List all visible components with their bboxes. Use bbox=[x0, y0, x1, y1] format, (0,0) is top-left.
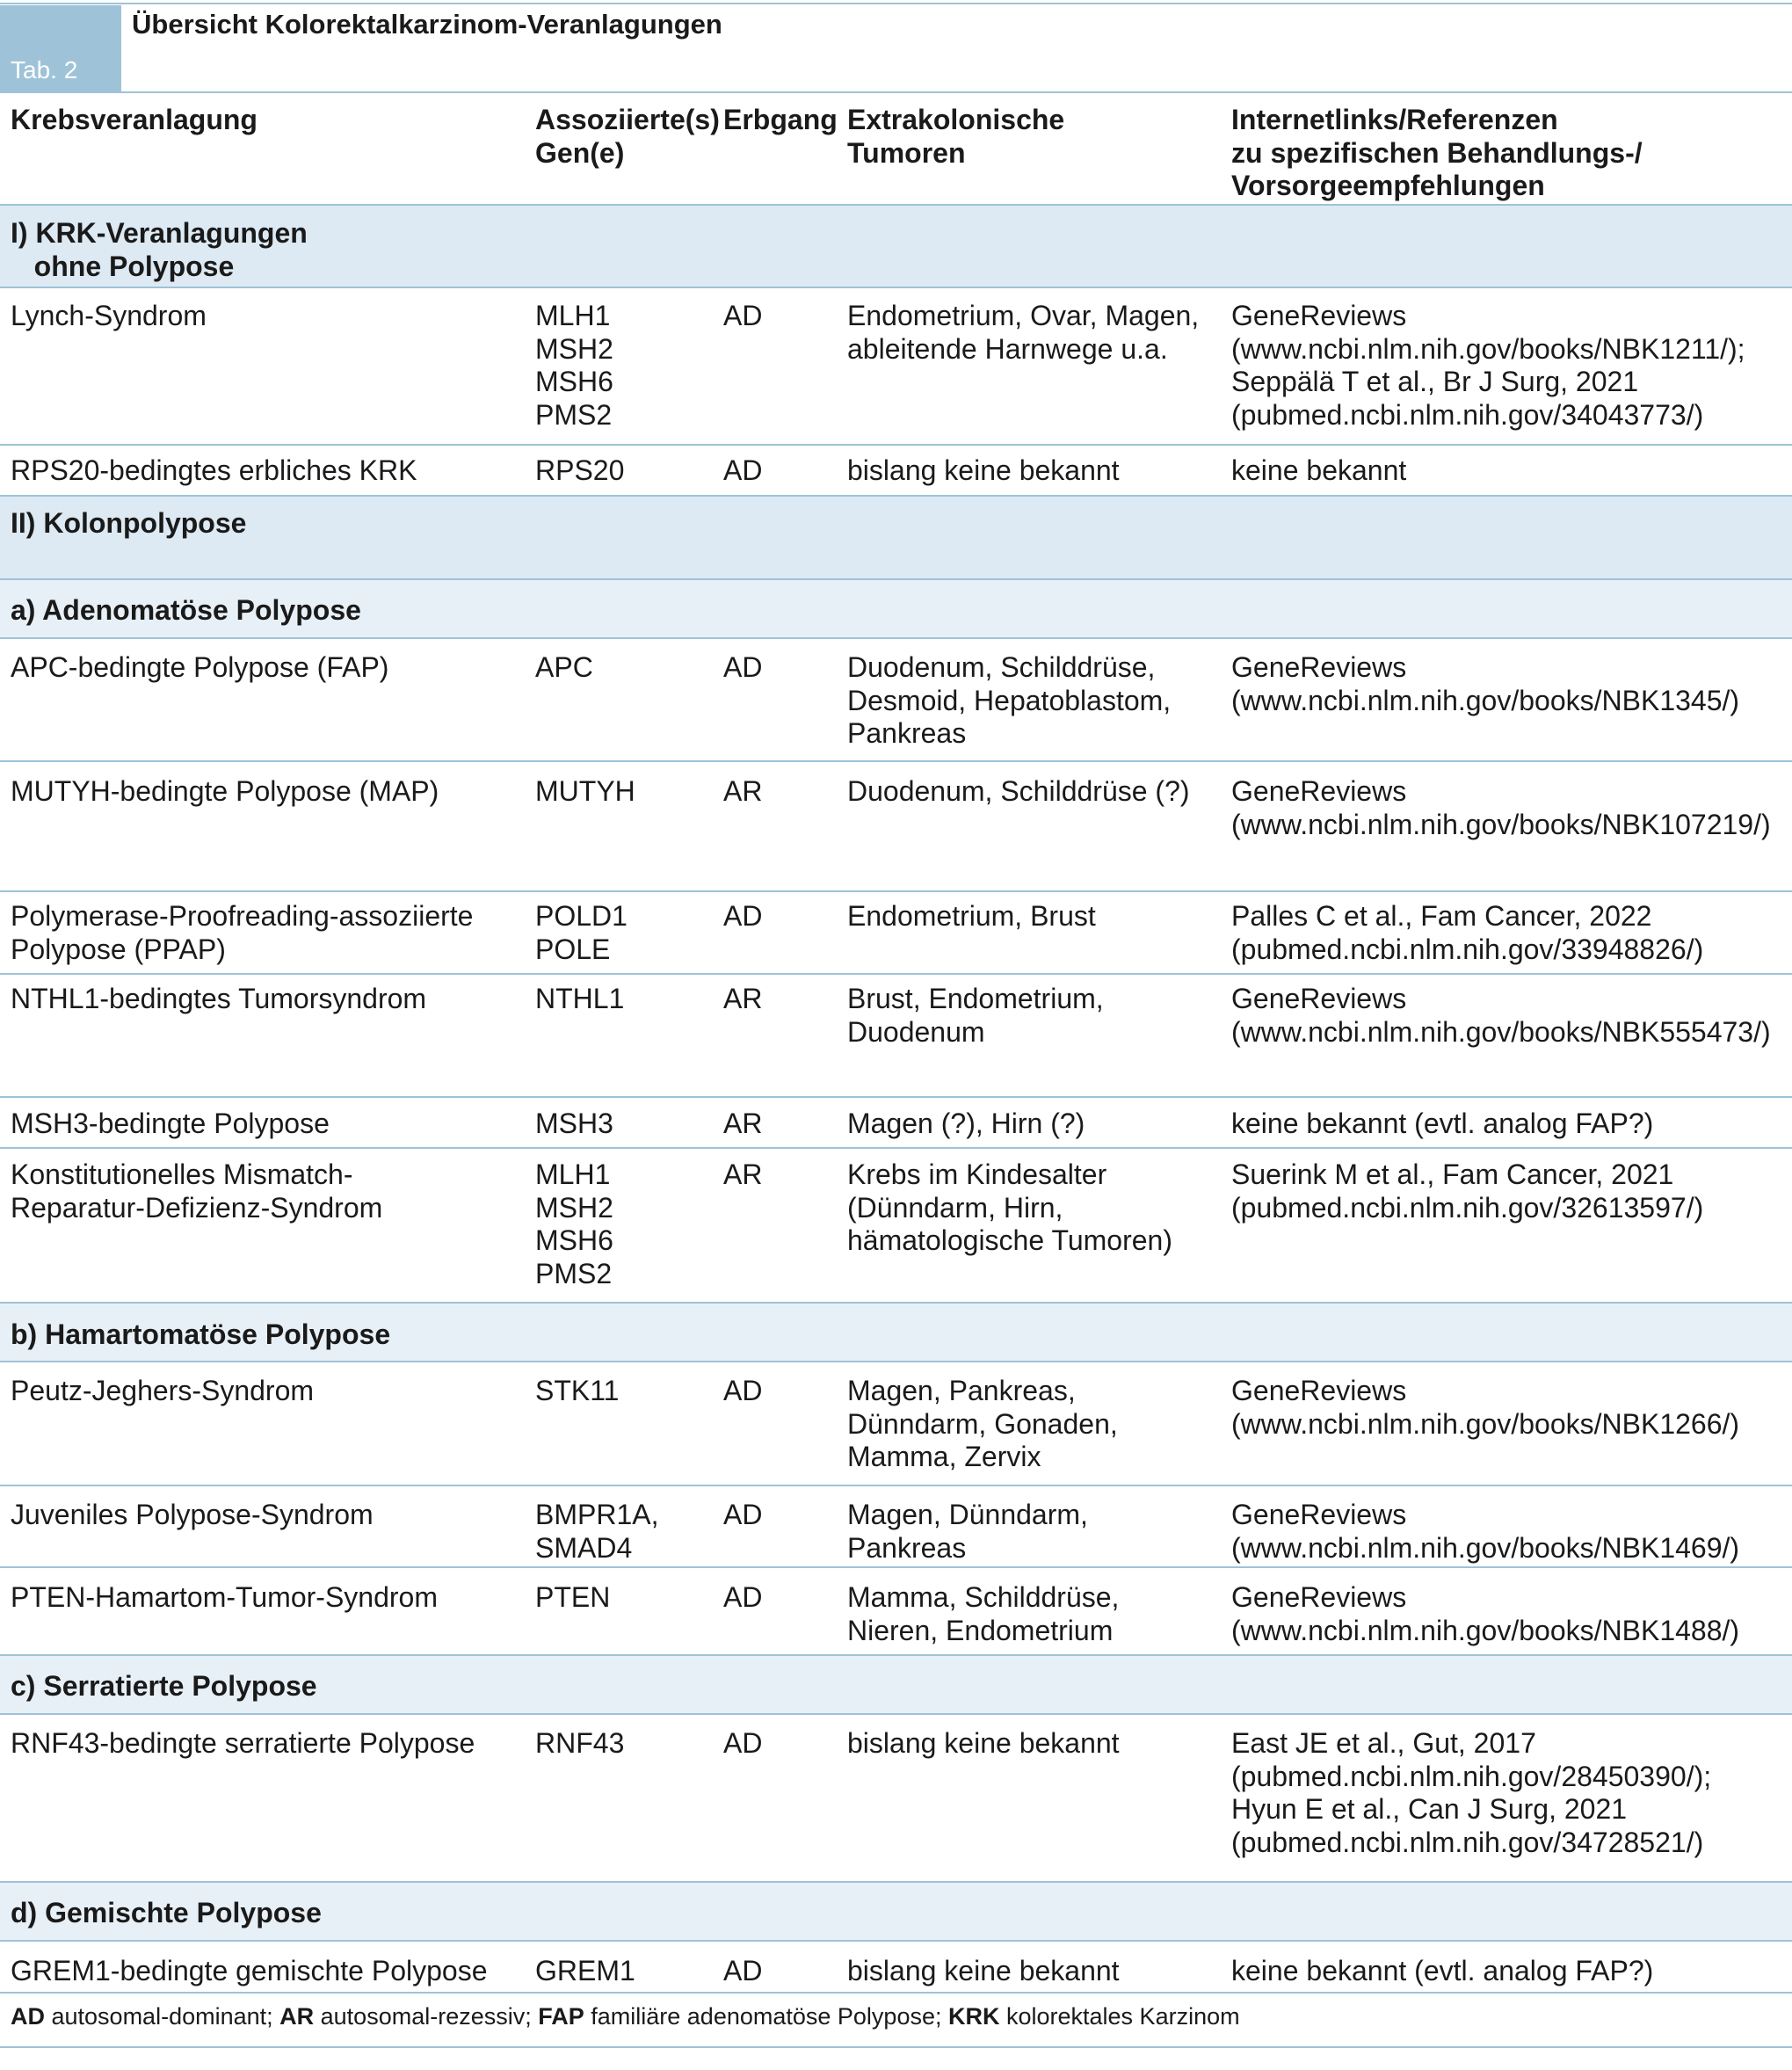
row-tumors: Magen (?), Hirn (?) bbox=[847, 1108, 1085, 1139]
row-refs: keine bekannt bbox=[1231, 454, 1407, 486]
row-refs: GeneReviews (www.ncbi.nlm.nih.gov/books/NBK1488/) bbox=[1231, 1581, 1740, 1646]
row-tumors: Duodenum, Schilddrüse (?) bbox=[847, 775, 1190, 807]
row-mode: AR bbox=[723, 983, 763, 1014]
abbr-fap: FAP bbox=[538, 2003, 584, 2030]
rule bbox=[0, 890, 1792, 892]
row-name: Lynch-Syndrom bbox=[11, 300, 207, 331]
row-genes: MLH1 MSH2 MSH6 PMS2 bbox=[535, 300, 613, 431]
table-number-badge bbox=[0, 5, 121, 93]
row-tumors: bislang keine bekannt bbox=[847, 454, 1120, 486]
row-name: Juveniles Polypose-Syndrom bbox=[11, 1499, 374, 1530]
row-mode: AD bbox=[723, 454, 763, 486]
row-name: MSH3-bedingte Polypose bbox=[11, 1108, 330, 1139]
rule bbox=[0, 1654, 1792, 1656]
row-refs: Suerink M et al., Fam Cancer, 2021 (pubmed.ncbi.nlm.nih.gov/32613597/) bbox=[1231, 1158, 1704, 1224]
rule bbox=[0, 287, 1792, 288]
row-genes: PTEN bbox=[535, 1581, 611, 1613]
row-name: RPS20-bedingtes erbliches KRK bbox=[11, 454, 417, 486]
rule bbox=[0, 637, 1792, 639]
abbr-fap-text: familiäre adenomatöse Polypose; bbox=[584, 2003, 948, 2030]
row-tumors: Magen, Dünndarm, Pankreas bbox=[847, 1499, 1088, 1564]
row-refs: GeneReviews (www.ncbi.nlm.nih.gov/books/NBK1469/) bbox=[1231, 1499, 1740, 1564]
row-name: APC-bedingte Polypose (FAP) bbox=[11, 651, 389, 683]
row-genes: MLH1 MSH2 MSH6 PMS2 bbox=[535, 1158, 613, 1289]
row-genes: BMPR1A, SMAD4 bbox=[535, 1499, 659, 1564]
row-name: GREM1-bedingte gemischte Polypose bbox=[11, 1955, 488, 1986]
section-band-2 bbox=[0, 496, 1792, 579]
row-name: Peutz-Jeghers-Syndrom bbox=[11, 1375, 315, 1406]
row-genes: APC bbox=[535, 651, 593, 683]
rule bbox=[0, 1713, 1792, 1715]
row-genes: GREM1 bbox=[535, 1955, 635, 1986]
row-genes: NTHL1 bbox=[535, 983, 625, 1014]
abbr-ad-text: autosomal-dominant; bbox=[45, 2003, 280, 2030]
header-krebsveranlagung: Krebsveranlagung bbox=[11, 104, 258, 135]
rule bbox=[0, 204, 1792, 206]
abbr-ar: AR bbox=[279, 2003, 315, 2030]
row-genes: MSH3 bbox=[535, 1108, 613, 1139]
row-tumors: Krebs im Kindesalter (Dünndarm, Hirn, hämatologische Tumoren) bbox=[847, 1158, 1172, 1256]
header-referenzen: Internetlinks/Referenzen zu spezifischen Behandlungs-/ Vorsorgeempfehlungen bbox=[1231, 104, 1643, 201]
row-mode: AD bbox=[723, 1955, 763, 1986]
section-heading-adenomatoese: a) Adenomatöse Polypose bbox=[11, 594, 361, 626]
section-heading-krk-ohne-polypose: I) KRK-Veranlagungen ohne Polypose bbox=[11, 217, 308, 282]
rule bbox=[0, 91, 1792, 93]
row-tumors: Mamma, Schilddrüse, Nieren, Endometrium bbox=[847, 1581, 1120, 1646]
row-genes: POLD1 POLE bbox=[535, 900, 628, 965]
row-tumors: Duodenum, Schilddrüse, Desmoid, Hepatoblastom, Pankreas bbox=[847, 651, 1172, 749]
abbr-krk-text: kolorektales Karzinom bbox=[999, 2003, 1240, 2030]
row-genes: MUTYH bbox=[535, 775, 635, 807]
row-refs: GeneReviews (www.ncbi.nlm.nih.gov/books/NBK1345/) bbox=[1231, 651, 1740, 716]
rule bbox=[0, 1361, 1792, 1362]
rule bbox=[0, 1881, 1792, 1883]
row-refs: GeneReviews (www.ncbi.nlm.nih.gov/books/NBK1211/); Seppälä T et al., Br J Surg, 2021 (pubmed.ncbi.nlm.nih.gov/34043773/) bbox=[1231, 300, 1745, 431]
row-genes: STK11 bbox=[535, 1375, 620, 1406]
rule bbox=[0, 1147, 1792, 1149]
row-refs: keine bekannt (evtl. analog FAP?) bbox=[1231, 1108, 1654, 1139]
section-heading-serratierte: c) Serratierte Polypose bbox=[11, 1670, 317, 1702]
row-name: NTHL1-bedingtes Tumorsyndrom bbox=[11, 983, 427, 1014]
header-extrakolonische-tumoren: Extrakolonische Tumoren bbox=[847, 104, 1065, 169]
section-heading-gemischte: d) Gemischte Polypose bbox=[11, 1897, 322, 1928]
row-refs: East JE et al., Gut, 2017 (pubmed.ncbi.nlm.nih.gov/28450390/); Hyun E et al., Can J Surg, 2021 (pubmed.ncbi.nlm.nih.gov/34728521/) bbox=[1231, 1727, 1712, 1858]
rule bbox=[0, 1485, 1792, 1486]
rule bbox=[0, 3, 1792, 4]
row-mode: AD bbox=[723, 1499, 763, 1530]
row-mode: AD bbox=[723, 1375, 763, 1406]
row-mode: AD bbox=[723, 1581, 763, 1613]
abbr-krk: KRK bbox=[947, 2003, 1000, 2030]
table-title: Übersicht Kolorektalkarzinom-Veranlagungen bbox=[132, 9, 722, 40]
rule bbox=[0, 578, 1792, 580]
row-name: Polymerase-Proofreading-assoziierte Polypose (PPAP) bbox=[11, 900, 474, 965]
row-name: MUTYH-bedingte Polypose (MAP) bbox=[11, 775, 439, 807]
row-tumors: bislang keine bekannt bbox=[847, 1727, 1120, 1759]
row-refs: GeneReviews (www.ncbi.nlm.nih.gov/books/NBK555473/) bbox=[1231, 983, 1771, 1048]
row-name: PTEN-Hamartom-Tumor-Syndrom bbox=[11, 1581, 438, 1613]
rule bbox=[0, 1940, 1792, 1942]
row-genes: RNF43 bbox=[535, 1727, 625, 1759]
row-refs: GeneReviews (www.ncbi.nlm.nih.gov/books/NBK1266/) bbox=[1231, 1375, 1740, 1440]
rule bbox=[0, 2046, 1792, 2048]
row-refs: GeneReviews (www.ncbi.nlm.nih.gov/books/NBK107219/) bbox=[1231, 775, 1771, 840]
row-refs: keine bekannt (evtl. analog FAP?) bbox=[1231, 1955, 1654, 1986]
rule bbox=[0, 760, 1792, 762]
row-mode: AD bbox=[723, 651, 763, 683]
row-tumors: bislang keine bekannt bbox=[847, 1955, 1120, 1986]
row-name: Konstitutionelles Mismatch- Reparatur-Defizienz-Syndrom bbox=[11, 1158, 383, 1224]
abbr-ar-text: autosomal-rezessiv; bbox=[314, 2003, 539, 2030]
section-heading-kolonpolypose: II) Kolonpolypose bbox=[11, 507, 247, 539]
header-gene: Assoziierte(s) Gen(e) bbox=[535, 104, 720, 169]
row-tumors: Magen, Pankreas, Dünndarm, Gonaden, Mamma, Zervix bbox=[847, 1375, 1118, 1472]
row-mode: AD bbox=[723, 900, 763, 932]
section-heading-hamartomatoese: b) Hamartomatöse Polypose bbox=[11, 1318, 391, 1350]
row-tumors: Brust, Endometrium, Duodenum bbox=[847, 983, 1104, 1048]
table-number: Tab. 2 bbox=[11, 56, 78, 84]
row-mode: AD bbox=[723, 300, 763, 331]
row-tumors: Endometrium, Ovar, Magen, ableitende Harnwege u.a. bbox=[847, 300, 1200, 365]
row-mode: AR bbox=[723, 1108, 763, 1139]
rule bbox=[0, 973, 1792, 975]
abbr-ad: AD bbox=[11, 2003, 45, 2030]
row-mode: AR bbox=[723, 775, 763, 807]
row-genes: RPS20 bbox=[535, 454, 625, 486]
row-mode: AR bbox=[723, 1158, 763, 1190]
rule bbox=[0, 495, 1792, 497]
rule bbox=[0, 1992, 1792, 1994]
rule bbox=[0, 444, 1792, 446]
rule bbox=[0, 1096, 1792, 1098]
row-mode: AD bbox=[723, 1727, 763, 1759]
row-name: RNF43-bedingte serratierte Polypose bbox=[11, 1727, 475, 1759]
rule bbox=[0, 1302, 1792, 1304]
header-erbgang: Erbgang bbox=[723, 104, 838, 135]
table-footnote bbox=[11, 2003, 1240, 2030]
row-tumors: Endometrium, Brust bbox=[847, 900, 1096, 932]
row-refs: Palles C et al., Fam Cancer, 2022 (pubmed.ncbi.nlm.nih.gov/33948826/) bbox=[1231, 900, 1704, 965]
rule bbox=[0, 1566, 1792, 1568]
